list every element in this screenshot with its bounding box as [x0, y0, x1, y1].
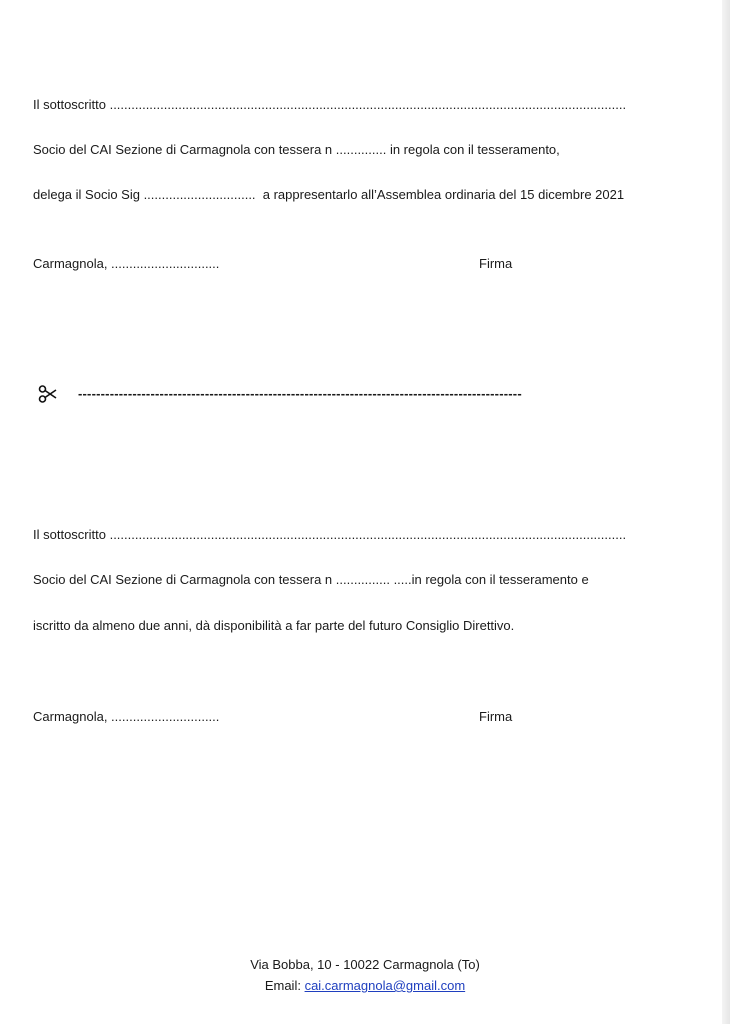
- membership-line: Socio del CAI Sezione di Carmagnola con tessera n .............. in regola con il tesseramento,: [33, 142, 560, 157]
- signature-label: Firma: [479, 256, 513, 271]
- signature-label: Firma: [479, 709, 513, 724]
- page-edge-shadow: [722, 0, 730, 1024]
- email-label: Email:: [264, 978, 305, 993]
- dashed-separator: --------------------------------------------------------------------------------------------------: [78, 386, 522, 401]
- footer-address: Via Bobba, 10 - 10022 Carmagnola (To): [250, 957, 480, 972]
- cut-line: [38, 384, 648, 404]
- place-date-line: Carmagnola, ..............................: [33, 709, 220, 724]
- email-link[interactable]: cai.carmagnola@gmail.com: [304, 978, 466, 993]
- place-date-line: Carmagnola, ..............................: [33, 256, 220, 271]
- availability-line: iscritto da almeno due anni, dà disponibilità a far parte del futuro Consiglio Direttivo.: [33, 618, 515, 633]
- membership-line: Socio del CAI Sezione di Carmagnola con tessera n ............... .....in regola con il tesseramento e: [33, 572, 589, 587]
- undersigned-line: Il sottoscritto ...............................................................................................................................................: [33, 97, 627, 112]
- undersigned-line: Il sottoscritto ...............................................................................................................................................: [33, 527, 627, 542]
- scissors-icon: [38, 384, 58, 404]
- delegation-line: delega il Socio Sig ............................... a rappresentarlo all’Assemblea ordinaria del 15 dicembre 2021: [33, 187, 625, 202]
- footer-email-line: [0, 978, 730, 994]
